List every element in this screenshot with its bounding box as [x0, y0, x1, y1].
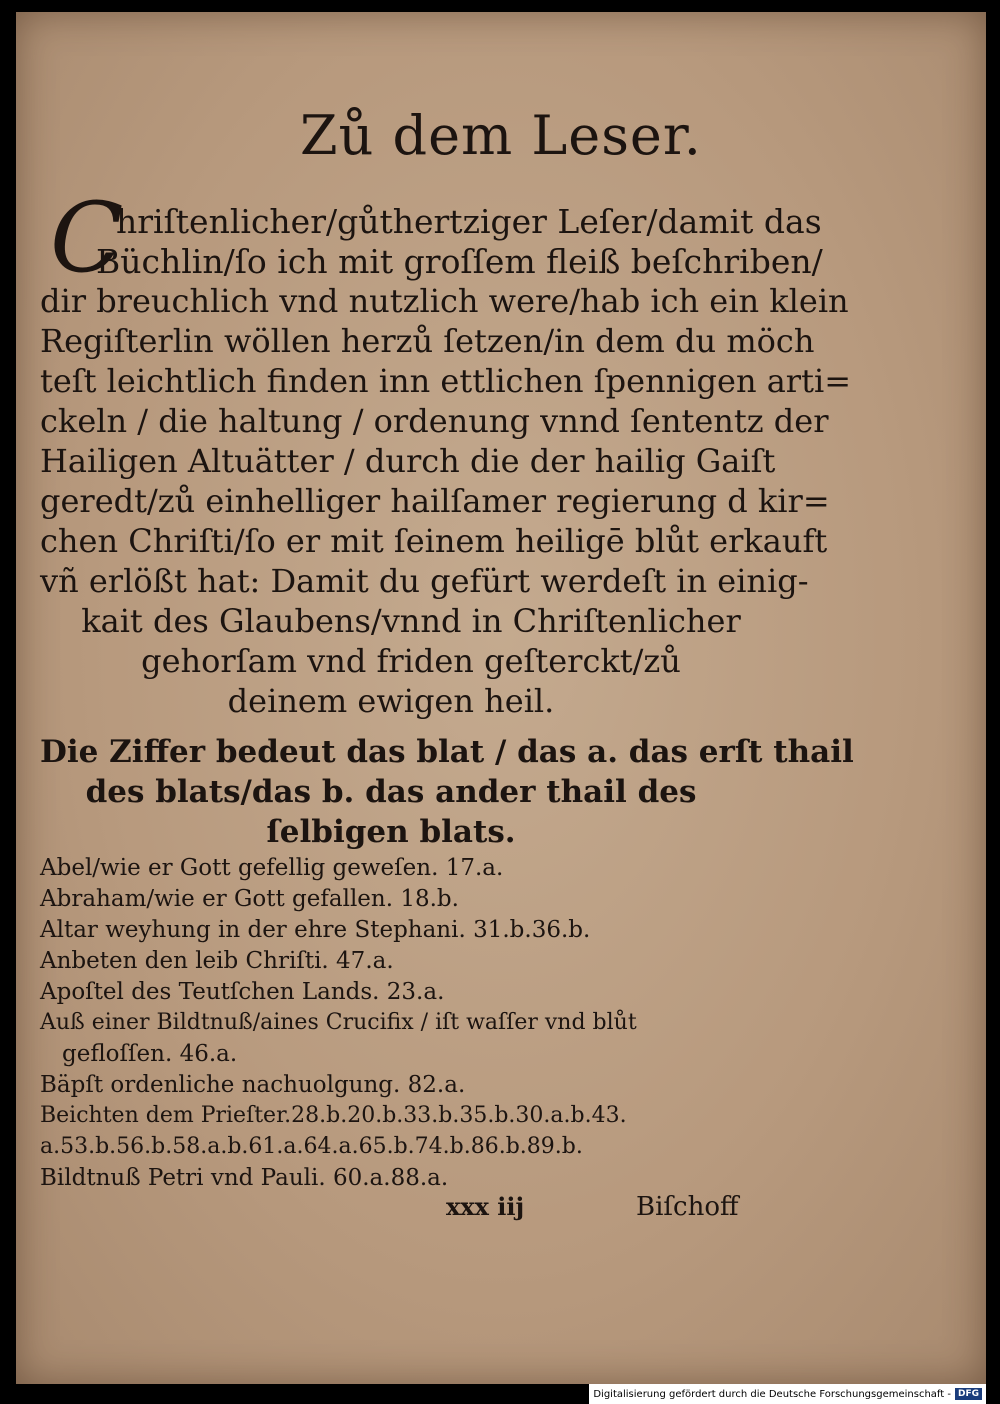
key-note-line: ſelbigen blats. [266, 814, 516, 850]
catchword: Biſchoff [636, 1192, 739, 1222]
intro-line: Büchlin/ſo ich mit groſſem fleiß beſchriben/ [96, 242, 823, 281]
index-entry: Abraham/wie er Gott gefallen. 18.b. [40, 886, 459, 912]
digitization-credit [589, 1384, 986, 1404]
intro-line: Hailigen Altuätter / durch die der hailig Gaiſt [40, 442, 776, 480]
intro-line: vñ erlößt hat: Damit du gefürt werdeſt in einig- [40, 562, 809, 600]
key-note-line: des blats/das b. das ander thail des [85, 774, 697, 810]
index-entry: Altar weyhung in der ehre Stephani. 31.b.36.b. [40, 917, 591, 943]
intro-line: dir breuchlich vnd nutzlich were/hab ich ein klein [40, 282, 849, 320]
intro-line: geredt/zů einhelliger hailſamer regierung d kir= [40, 482, 830, 520]
index-entry: Beichten dem Prieſter.28.b.20.b.33.b.35.b.30.a.b.43. [40, 1103, 627, 1128]
signature-mark: xxx iij [446, 1192, 525, 1221]
index-entry: Apoſtel des Teutſchen Lands. 23.a. [40, 979, 445, 1005]
index-entry: Bäpſt ordenliche nachuolgung. 82.a. [40, 1072, 466, 1098]
intro-line: ckeln / die haltung / ordenung vnnd ſententz der [40, 402, 829, 440]
index-entry: gefloſſen. 46.a. [62, 1041, 238, 1067]
index-entry: Abel/wie er Gott gefellig geweſen. 17.a. [40, 855, 504, 881]
intro-line: gehorſam vnd friden geſterckt/zů [141, 642, 681, 680]
index-entry: Bildtnuß Petri vnd Pauli. 60.a.88.a. [40, 1165, 449, 1191]
credit-text: Digitalisierung gefördert durch die Deutsche Forschungsgemeinschaft - [593, 1388, 951, 1400]
intro-line: Regiſterlin wöllen herzů ſetzen/in dem du möch [40, 322, 815, 360]
index-entry: a.53.b.56.b.58.a.b.61.a.64.a.65.b.74.b.86.b.89.b. [40, 1134, 583, 1159]
page-heading: Zů dem Leser. [300, 104, 702, 167]
intro-line: deinem ewigen heil. [227, 682, 555, 720]
intro-line: chen Chriſti/ſo er mit ſeinem heiligē blůt erkauft [40, 522, 828, 560]
index-entry: Auß einer Bildtnuß/aines Crucifix / iſt waſſer vnd blůt [40, 1010, 637, 1035]
book-page [16, 12, 986, 1384]
intro-line: kait des Glaubens/vnnd in Chriſtenlicher [81, 602, 741, 640]
key-note-line: Die Ziffer bedeut das blat / das a. das erſt thail [40, 734, 854, 770]
index-entry: Anbeten den leib Chriſti. 47.a. [40, 948, 394, 974]
intro-line: hriſtenlicher/gůthertziger Leſer/damit das [116, 202, 822, 241]
dfg-logo-icon: DFG [955, 1388, 982, 1400]
intro-line: teſt leichtlich finden inn ettlichen ſpennigen arti= [40, 362, 851, 400]
decorated-initial: C [50, 182, 124, 294]
